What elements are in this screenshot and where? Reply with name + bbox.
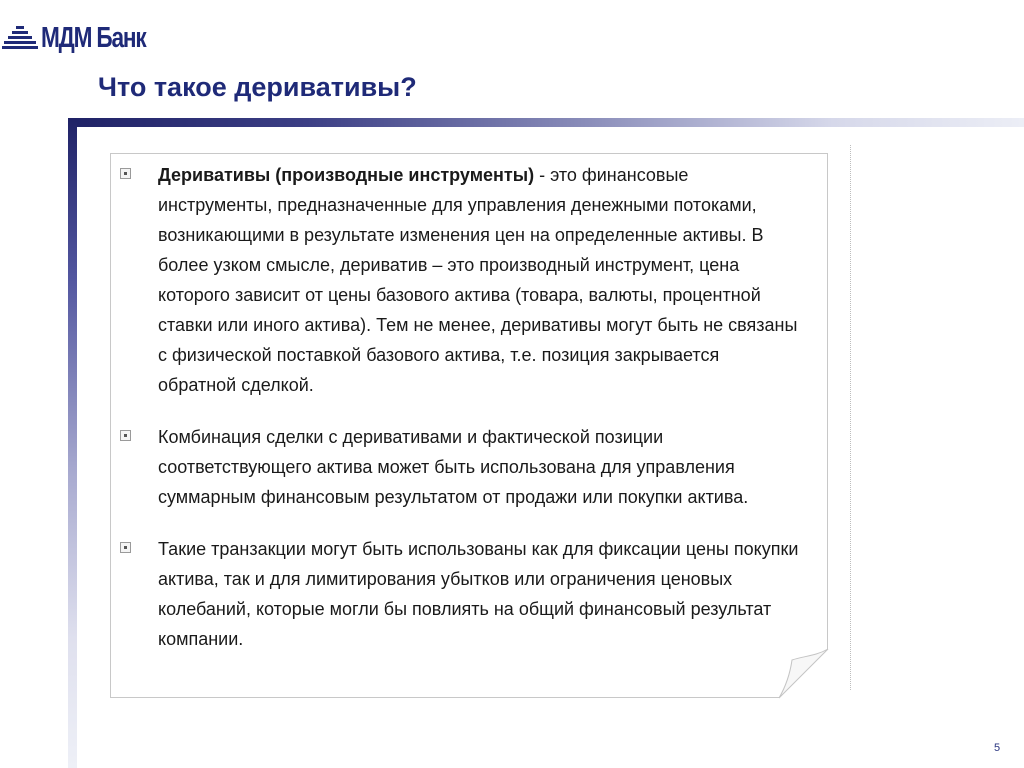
bullet-term: Деривативы (производные инструменты) <box>158 165 535 185</box>
logo-wordmark: МДМ Банк <box>41 22 146 54</box>
square-bullet-icon <box>120 542 131 553</box>
bullet-text: Комбинация сделки с деривативами и фактической позиции соответствующего актива может быть использована для управления суммарным финансовым результатом от продажи или покупки актива. <box>158 427 749 507</box>
square-bullet-icon <box>120 168 131 179</box>
bank-logo <box>2 20 146 56</box>
page-title: Что такое деривативы? <box>98 72 417 102</box>
left-gradient-bar <box>68 118 77 768</box>
bullet-text: Такие транзакции могут быть использованы как для фиксации цены покупки актива, так и для лимитирования убытков или ограничения ценовых колебаний, которые могли бы повлиять на общий финансовый результат компании. <box>158 539 799 649</box>
page-number: 5 <box>994 742 1001 754</box>
logo-emblem-icon <box>2 26 38 50</box>
bullet-definition: - это финансовые инструменты, предназначенные для управления денежными потоками, возникающими в результате изменения цен на определенные активы. В более узком смысле, дериватив – это производный инструмент, цена которого зависит от цены базового актива (товара, валюты, процентной ставки или иного актива). Тем не менее, деривативы могут быть не связаны с физической поставкой базового актива, т.е. позиция закрывается обратной сделкой. <box>158 165 798 395</box>
list-item <box>120 422 800 512</box>
bullet-text <box>158 160 800 400</box>
top-gradient-bar <box>68 118 1024 127</box>
list-item <box>120 534 800 654</box>
bullet-list <box>120 160 800 676</box>
square-bullet-icon <box>120 430 131 441</box>
list-item <box>120 160 800 400</box>
dotted-divider <box>850 145 851 690</box>
